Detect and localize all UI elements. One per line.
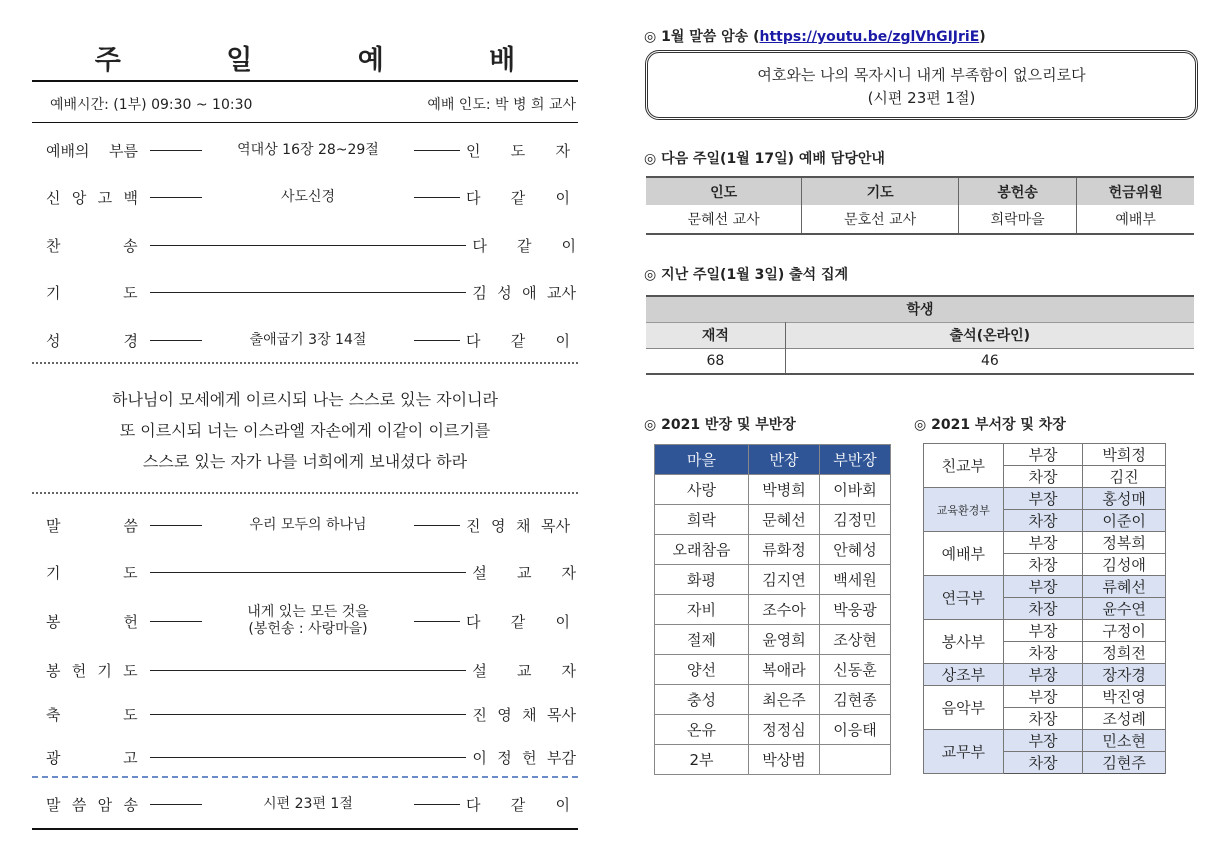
- order-label: 말 씀: [46, 516, 138, 535]
- table-header: 반장: [749, 445, 820, 475]
- leader-line: [150, 245, 467, 246]
- leader-line: [414, 150, 460, 151]
- department-person: 홍성매: [1083, 488, 1166, 510]
- service-time: 예배시간: (1부) 09:30 ~ 10:30: [50, 97, 253, 113]
- order-detail: 사도신경: [280, 189, 336, 205]
- department-person: 민소현: [1083, 730, 1166, 752]
- table-cell: 온유: [655, 715, 749, 745]
- order-label: 찬 송: [46, 236, 138, 255]
- table-cell: 46: [785, 348, 1194, 374]
- table-cell: 2부: [655, 745, 749, 775]
- table-cell: 자비: [655, 595, 749, 625]
- department-person: 김현주: [1083, 752, 1166, 774]
- bottom-rule: [32, 828, 578, 830]
- table-cell: 양선: [655, 655, 749, 685]
- table-header: 출석(온라인): [785, 322, 1194, 348]
- order-detail: 역대상 16장 28~29절: [237, 141, 379, 158]
- leader-line: [414, 340, 460, 341]
- order-detail: 출애굽기 3장 14절: [249, 331, 367, 348]
- department-role: 차장: [1003, 510, 1083, 532]
- table-row: [924, 488, 1166, 510]
- department-role: 부장: [1003, 664, 1083, 686]
- leader-line: [150, 714, 467, 715]
- table-row: [924, 664, 1166, 686]
- department-person: 박희정: [1083, 444, 1166, 466]
- order-label: 예배의 부름: [46, 141, 138, 160]
- table-header: 부반장: [820, 445, 891, 475]
- department-person: 김진: [1083, 466, 1166, 488]
- table-header: 학생: [646, 296, 1194, 322]
- department-role: 부장: [1003, 532, 1083, 554]
- table-cell: 박웅광: [820, 595, 891, 625]
- service-order-row: [46, 604, 576, 637]
- table-header: 인도: [646, 177, 802, 205]
- table-cell: 화평: [655, 565, 749, 595]
- order-detail: 우리 모두의 하나님: [249, 516, 367, 533]
- table-cell: 이응태: [820, 715, 891, 745]
- service-meta: [50, 94, 576, 114]
- table-cell: 복애라: [749, 655, 820, 685]
- table-header: 봉헌송: [959, 177, 1077, 205]
- order-assignee: 김 성 애 교사: [472, 284, 576, 302]
- table-cell: 조상현: [820, 625, 891, 655]
- service-order-row: [46, 745, 576, 769]
- department-person: 정희전: [1083, 642, 1166, 664]
- order-label: 성 경: [46, 331, 138, 350]
- order-assignee: 진 영 채 목사: [466, 516, 570, 535]
- table-row: [655, 685, 891, 715]
- department-person: 장자경: [1083, 664, 1166, 686]
- table-cell: 류화정: [749, 535, 820, 565]
- table-cell: 문혜선: [749, 505, 820, 535]
- leader-line: [150, 197, 202, 198]
- table-cell: 신동훈: [820, 655, 891, 685]
- table-cell: 예배부: [1077, 205, 1194, 234]
- table-row: [655, 505, 891, 535]
- table-cell: 최은주: [749, 685, 820, 715]
- order-assignee: 인 도 자: [466, 141, 570, 160]
- table-row: [924, 686, 1166, 708]
- table-cell: 문혜선 교사: [646, 205, 802, 234]
- table-row: [655, 655, 891, 685]
- department-role: 부장: [1003, 620, 1083, 642]
- service-order-row: [46, 658, 576, 682]
- department-role: 부장: [1003, 576, 1083, 598]
- service-title: 주 일 예 배: [94, 45, 564, 76]
- table-cell: 희락: [655, 505, 749, 535]
- leader-line: [150, 670, 467, 671]
- table-cell: 윤영희: [749, 625, 820, 655]
- department-person: 구정이: [1083, 620, 1166, 642]
- order-label: 기 도: [46, 563, 138, 582]
- leaders-heading: ◎ 2021 반장 및 부반장: [644, 417, 796, 433]
- table-row: [655, 535, 891, 565]
- service-order-row: [46, 702, 576, 726]
- table-cell: 안혜성: [820, 535, 891, 565]
- leader-line: [414, 197, 460, 198]
- leader-line: [414, 525, 460, 526]
- service-order-row: [46, 792, 576, 816]
- order-assignee: 다 같 이: [466, 189, 570, 207]
- order-assignee: 진 영 채 목사: [472, 705, 576, 724]
- table-cell: 정정심: [749, 715, 820, 745]
- department-role: 차장: [1003, 708, 1083, 730]
- department-name: 친교부: [924, 444, 1004, 488]
- table-cell: 68: [646, 348, 785, 374]
- department-role: 차장: [1003, 466, 1083, 488]
- department-role: 차장: [1003, 598, 1083, 620]
- service-leader: 예배 인도: 박 병 희 교사: [427, 97, 576, 113]
- memory-verse-box: [645, 50, 1198, 120]
- order-detail: 시편 23편 1절: [263, 795, 353, 812]
- memory-verse-text: 여호와는 나의 목자시니 내게 부족함이 없으리로다: [757, 66, 1086, 84]
- leader-line: [150, 621, 202, 622]
- department-person: 정복희: [1083, 532, 1166, 554]
- department-name: 음악부: [924, 686, 1004, 730]
- table-cell: 희락마을: [959, 205, 1077, 234]
- table-header: 마을: [655, 445, 749, 475]
- service-order-row: [46, 560, 576, 584]
- table-header: 헌금위원: [1077, 177, 1194, 205]
- scripture-bottom-rule: [32, 492, 578, 494]
- leader-line: [150, 525, 202, 526]
- table-cell: 김현종: [820, 685, 891, 715]
- table-row: [655, 625, 891, 655]
- departments-table: [923, 443, 1166, 774]
- table-cell: 박상범: [749, 745, 820, 775]
- department-person: 윤수연: [1083, 598, 1166, 620]
- order-label: 기 도: [46, 284, 138, 302]
- service-order-row: [46, 281, 576, 305]
- scripture-top-rule: [32, 362, 578, 364]
- leader-line: [150, 804, 202, 805]
- table-row: [655, 595, 891, 625]
- title-rule: [32, 80, 578, 82]
- table-row: [655, 745, 891, 775]
- leader-line: [414, 621, 460, 622]
- table-row: [924, 444, 1166, 466]
- service-order-row: [46, 138, 576, 162]
- department-role: 부장: [1003, 444, 1083, 466]
- department-person: 박진영: [1083, 686, 1166, 708]
- leader-line: [150, 757, 467, 758]
- department-name: 교무부: [924, 730, 1004, 774]
- department-person: 이준이: [1083, 510, 1166, 532]
- service-order-row: [46, 233, 576, 257]
- department-role: 부장: [1003, 488, 1083, 510]
- table-header: 재적: [646, 322, 785, 348]
- table-cell: [820, 745, 891, 775]
- department-name: 교육환경부: [924, 488, 1004, 532]
- table-cell: 조수아: [749, 595, 820, 625]
- table-row: [924, 730, 1166, 752]
- attendance-table: [646, 295, 1194, 375]
- service-order-row: [46, 513, 576, 537]
- order-label: 광 고: [46, 748, 138, 767]
- scripture-passage: [32, 384, 578, 477]
- leader-line: [150, 292, 467, 293]
- meta-rule: [32, 122, 578, 123]
- scripture-line: 스스로 있는 자가 나를 너희에게 보내셨다 하라: [142, 452, 468, 471]
- table-row: [655, 565, 891, 595]
- table-cell: 사랑: [655, 475, 749, 505]
- leader-line: [150, 572, 467, 573]
- order-assignee: 다 같 이: [472, 236, 576, 255]
- department-role: 차장: [1003, 554, 1083, 576]
- memory-verse-ref: (시편 23편 1절): [867, 89, 976, 107]
- order-assignee: 설 교 자: [472, 661, 576, 680]
- department-person: 류혜선: [1083, 576, 1166, 598]
- memory-verse-heading: ◎ 1월 말씀 암송 (https://youtu.be/zglVhGIJriE): [644, 29, 986, 45]
- order-detail: 내게 있는 모든 것을 (봉헌송 : 사랑마을): [247, 604, 369, 637]
- department-name: 연극부: [924, 576, 1004, 620]
- scripture-line: 하나님이 모세에게 이르시되 나는 스스로 있는 자이니라: [111, 390, 498, 409]
- attendance-heading: ◎ 지난 주일(1월 3일) 출석 집계: [644, 267, 849, 283]
- leaders-table: [654, 444, 891, 775]
- order-assignee: 다 같 이: [466, 612, 570, 631]
- department-name: 상조부: [924, 664, 1004, 686]
- leader-line: [150, 340, 202, 341]
- department-name: 예배부: [924, 532, 1004, 576]
- table-row: [924, 576, 1166, 598]
- table-cell: 박병희: [749, 475, 820, 505]
- table-cell: 절제: [655, 625, 749, 655]
- table-row: [655, 475, 891, 505]
- table-row: [655, 715, 891, 745]
- table-cell: 김정민: [820, 505, 891, 535]
- order-label: 봉 헌: [46, 612, 138, 631]
- table-cell: 백세원: [820, 565, 891, 595]
- order-assignee: 설 교 자: [472, 563, 576, 582]
- department-person: 김성애: [1083, 554, 1166, 576]
- next-week-table: [646, 176, 1194, 235]
- order-label: 봉 헌 기 도: [46, 661, 138, 680]
- table-cell: 김지연: [749, 565, 820, 595]
- department-role: 부장: [1003, 686, 1083, 708]
- departments-heading: ◎ 2021 부서장 및 차장: [914, 417, 1066, 433]
- table-cell: 문호선 교사: [802, 205, 959, 234]
- table-cell: 이바회: [820, 475, 891, 505]
- department-role: 부장: [1003, 730, 1083, 752]
- order-label: 축 도: [46, 705, 138, 724]
- table-row: [924, 532, 1166, 554]
- table-cell: 오래참음: [655, 535, 749, 565]
- memorize-divider: [32, 776, 578, 778]
- table-header: 기도: [802, 177, 959, 205]
- order-label: 신 앙 고 백: [46, 189, 138, 207]
- scripture-line: 또 이르시되 너는 이스라엘 자손에게 이같이 이르기를: [119, 421, 491, 440]
- leader-line: [150, 150, 202, 151]
- service-order-row: [46, 186, 576, 210]
- department-name: 봉사부: [924, 620, 1004, 664]
- department-person: 조성례: [1083, 708, 1166, 730]
- order-assignee: 다 같 이: [466, 795, 570, 814]
- order-label: 말 씀 암 송: [46, 795, 138, 814]
- table-row: [924, 620, 1166, 642]
- department-role: 차장: [1003, 642, 1083, 664]
- next-week-heading: ◎ 다음 주일(1월 17일) 예배 담당안내: [644, 151, 885, 167]
- department-role: 차장: [1003, 752, 1083, 774]
- table-cell: 충성: [655, 685, 749, 715]
- service-order-row: [46, 328, 576, 352]
- order-assignee: 이 정 헌 부감: [472, 748, 576, 767]
- youtube-link[interactable]: https://youtu.be/zglVhGIJriE: [759, 29, 980, 45]
- order-assignee: 다 같 이: [466, 331, 570, 350]
- leader-line: [414, 804, 460, 805]
